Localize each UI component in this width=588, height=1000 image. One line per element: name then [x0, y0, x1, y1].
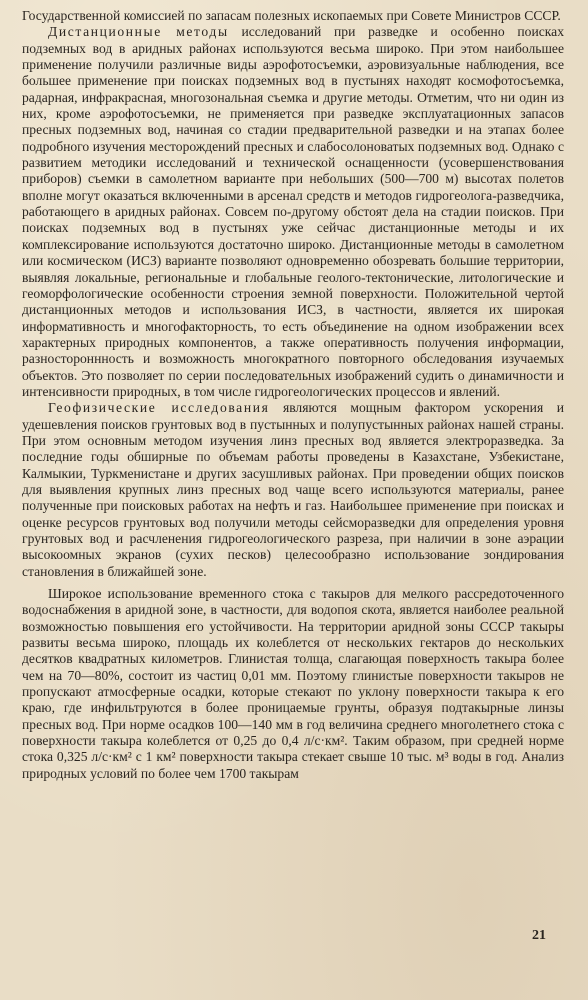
paragraph-3-lead-term: Геофизические исследования: [48, 400, 270, 416]
page-number: 21: [532, 928, 546, 943]
paragraph-2-text: исследований при разведке и особенно поисках подземных вод в аридных районах используются весьма широко. При этом наибольшее применение получили различные виды аэрофотосъемки, аэровизуальные наблюдения, все большее применение при поисках подземных вод в пустынях находят космофотосъемка, радарная, инфракрасная, многозональная съемка и другие методы. Отметим, что ни один из них, кроме аэрофотосъемки, не применяется при разведке эксплуатационных запасов пресных подземных вод, начиная со стадии предварительной разведки и на этапах более подробного изучения месторождений пресных и слабосолоноватых подземных вод. Однако с развитием методики исследований и технической оснащенности (усовершенствования приборов) съемки в самолетном варианте при небольших (500—700 м) высотах полетов вполне могут оказаться включенными в арсенал средств и методов гидрогеолога-разведчика, работающего в аридных районах. Совсем по-другому обстоят дела на стадии поисков. При поисках подземных вод в пустынях уже сейчас дистанционные методы и их комплексирование используются достаточно широко. Дистанционные методы в самолетном или космическом (ИСЗ) варианте позволяют одновременно обозревать большие территории, выявляя локальные, региональные и глобальные геолого-тектонические, литологические и геоморфологические особенности строения земной поверхности. Положительной чертой дистанционных методов и использования ИСЗ, в частности, является их широкая информативность и многофакторность, то есть объединение на одном изображении всех характерных природных компонентов, а также оперативность получения информации, разностороннность и возможность многократного повторного обследования изучаемых объектов. Это позволяет по серии последовательных изображений судить о динамичности и интенсивности природных, в том числе гидрогеологических процессов и явлений.: [22, 24, 565, 399]
paragraph-3: [22, 400, 564, 580]
paragraph-1-text: Государственной комиссией по запасам полезных ископаемых при Совете Министров СССР.: [22, 8, 561, 23]
paragraph-2-lead-term: Дистанционные методы: [48, 24, 229, 40]
paragraph-3-text: являются мощным фактором ускорения и удешевления поисков грунтовых вод в пустынных и полупустынных районах нашей страны. При этом основным методом изучения линз пресных вод является электроразведка. За последние годы обширные по объемам работы проведены в Казахстане, Узбекистане, Калмыкии, Туркменистане и других засушливых районах. При проведении общих поисков для выявления крупных линз пресных вод чаще всего используются материалы, ранее полученные при поисковых работах на нефть и газ. Наибольшее применение при поисках и оценке ресурсов грунтовых вод получили методы сейсморазведки для определения уровня грунтовых вод и расчленения гидрогеологического разреза, при наличии в зоне аэрации высокоомных экранов (сухих песков) целесообразно использование зондирования становления в ближайшей зоне.: [22, 400, 564, 579]
paragraph-1: [22, 8, 564, 24]
body-text: [22, 8, 564, 782]
paragraph-4-text: Широкое использование временного стока с такыров для мелкого рассредоточенного водоснабжения в аридной зоне, в частности, для водопоя скота, является наиболее реальной возможностью повышения его устойчивости. На территории аридной зоны СССР такыры развиты весьма широко, площадь их колеблется от нескольких гектаров до нескольких десятков квадратных километров. Глинистая толща, слагающая поверхность такыра более чем на 70—80%, состоит из частиц 0,01 мм. Поэтому глинистые поверхности такыров не пропускают атмосферные осадки, которые стекают по уклону поверхности такыра к его краю, где инфильтруются в более проницаемые грунты, образуя подтакырные линзы пресных вод. При норме осадков 100—140 мм в год величина среднего многолетнего стока с поверхности такыра колеблется от 0,25 до 0,4 л/с·км². Таким образом, при средней норме стока 0,325 л/с·км² с 1 км² поверхности такыра стекает свыше 10 тыс. м³ воды в год. Анализ природных условий по более чем 1700 такырам: [22, 586, 564, 781]
paragraph-2: [22, 24, 564, 400]
paragraph-4: [22, 586, 564, 782]
